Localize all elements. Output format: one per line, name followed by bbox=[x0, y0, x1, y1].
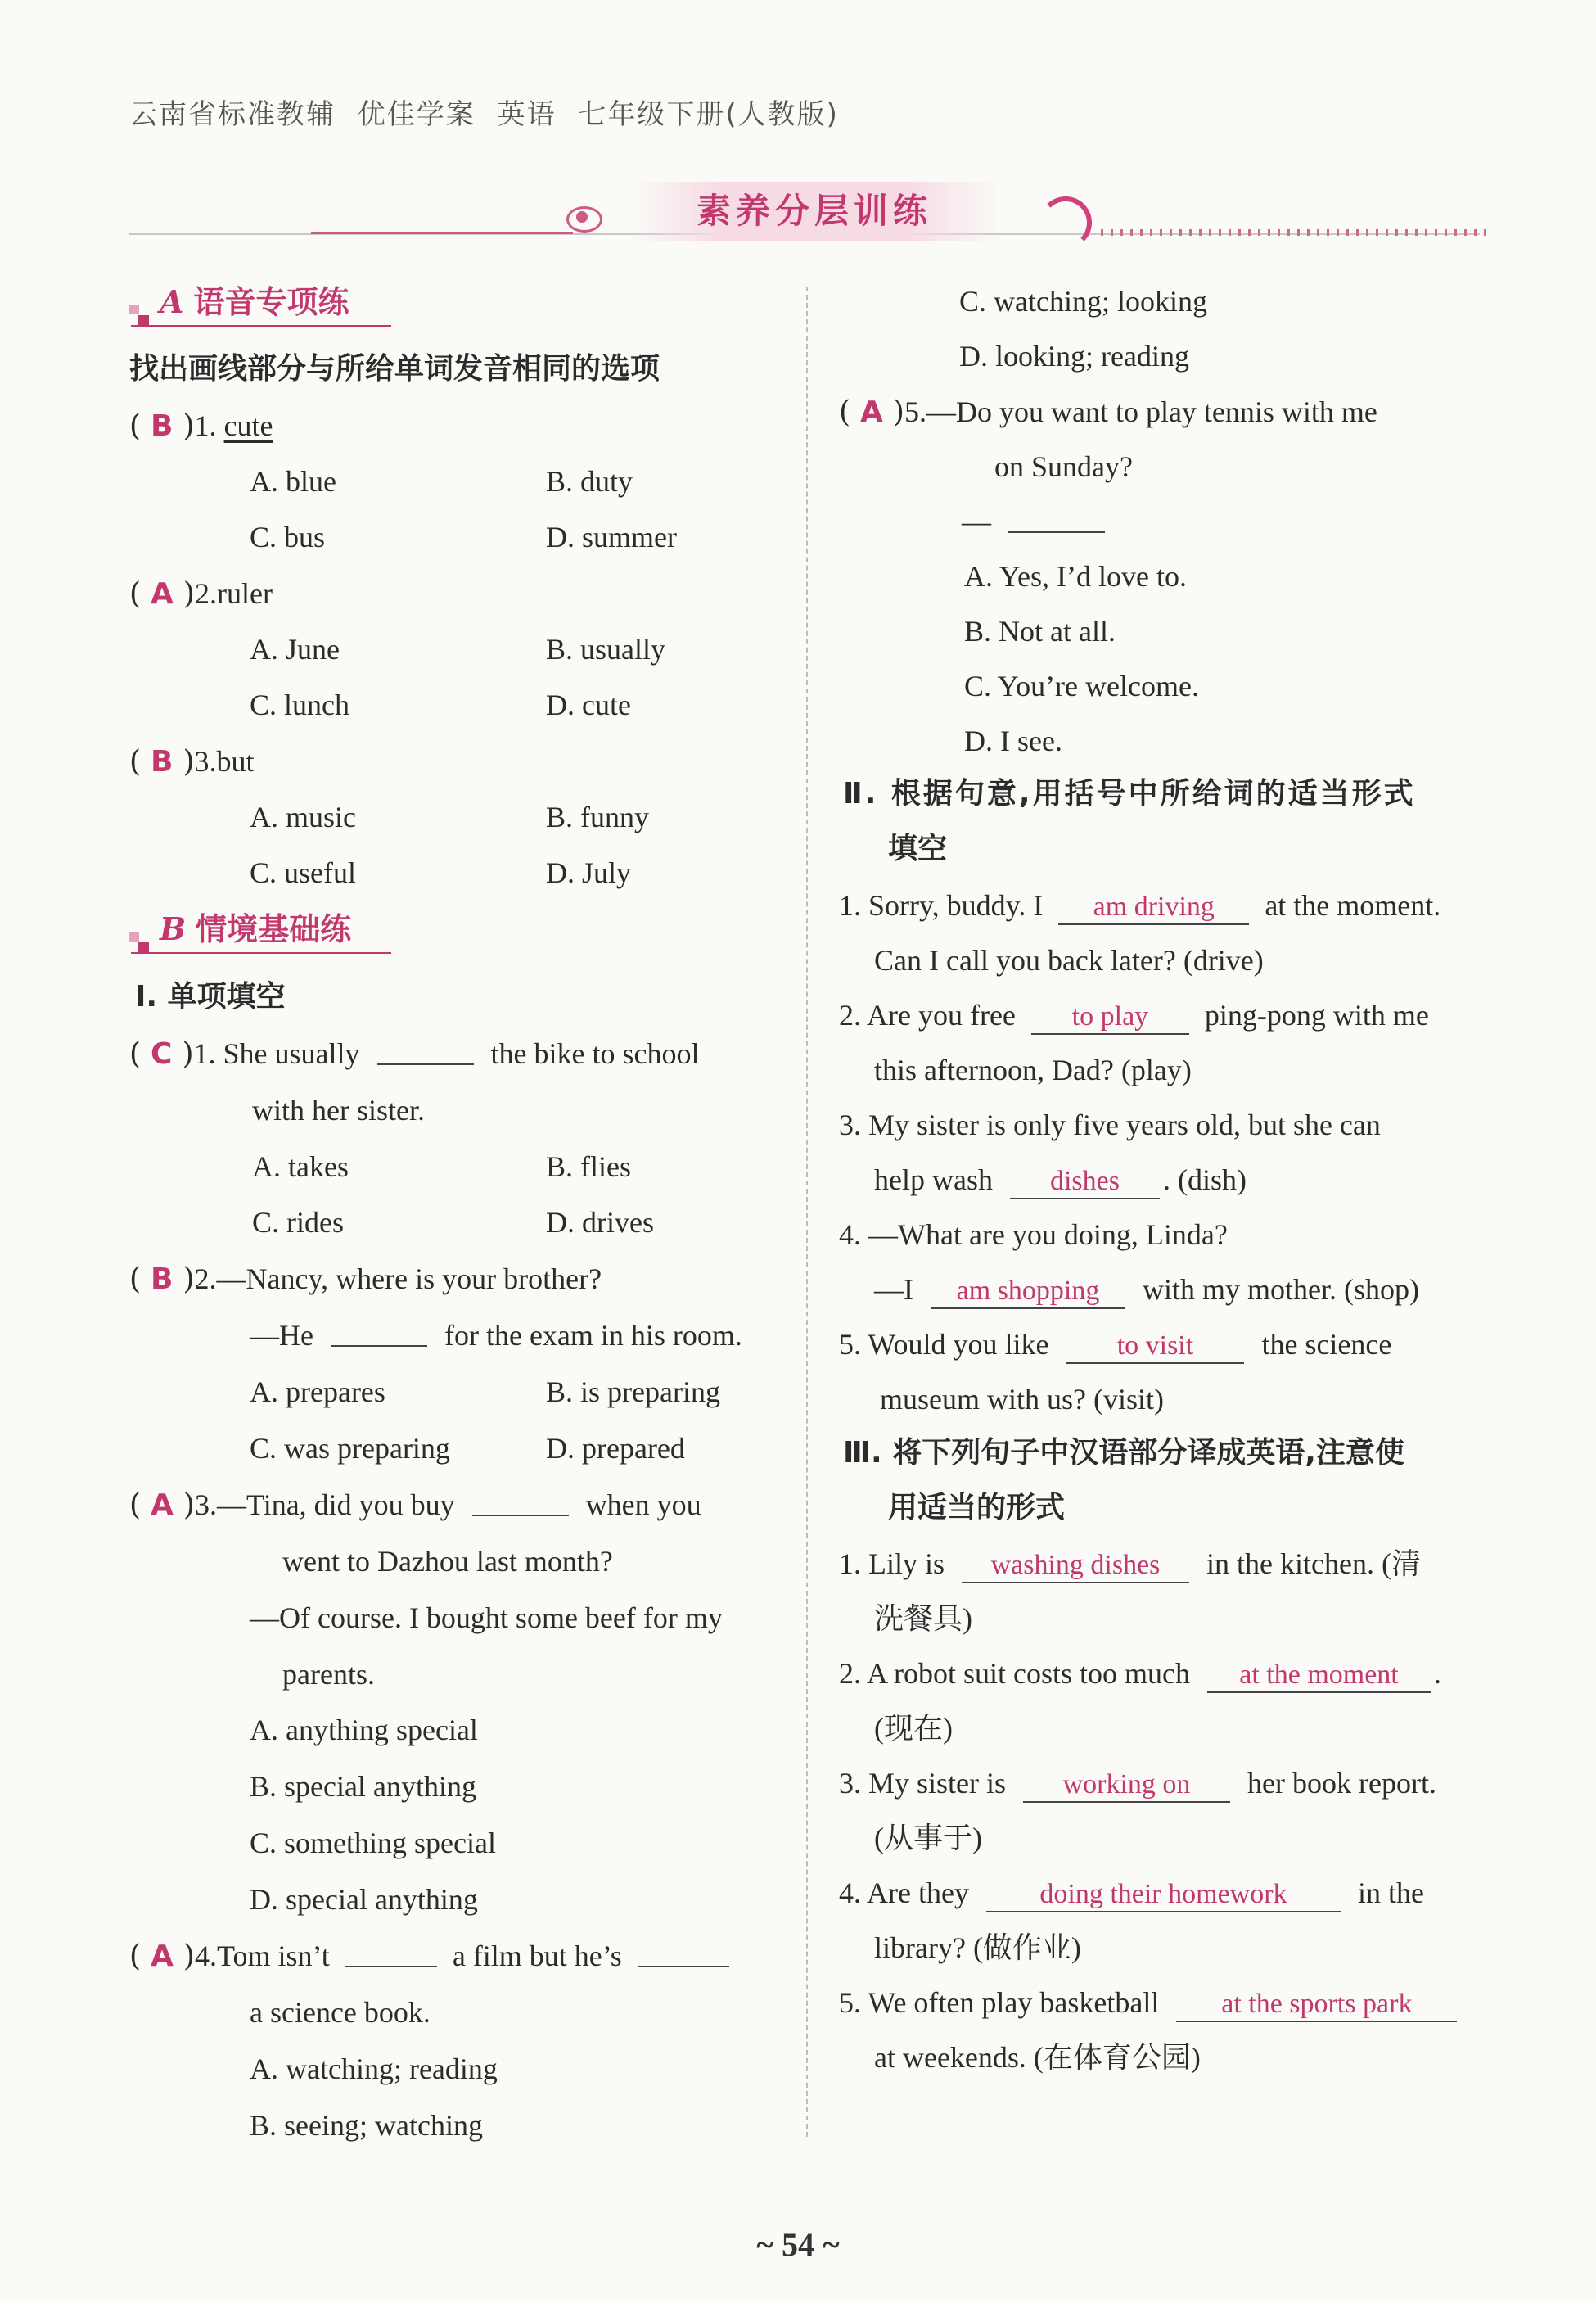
answer-fill: doing their homework bbox=[986, 1878, 1341, 1912]
part3-title: Ⅲ. 将下列句子中汉语部分译成英语,注意使 bbox=[843, 1436, 1404, 1470]
question-line: this afternoon, Dad? (play) bbox=[874, 1054, 1192, 1086]
option: C. bus bbox=[250, 521, 326, 553]
question-line: parents. bbox=[282, 1658, 375, 1691]
dotted-decoration bbox=[1101, 229, 1486, 236]
question-line: went to Dazhou last month? bbox=[282, 1545, 613, 1578]
option: C. something special bbox=[250, 1827, 496, 1859]
part3-item-3: 3. My sister is working on her book report. bbox=[839, 1764, 1436, 1803]
option: A. Yes, I’d love to. bbox=[964, 560, 1188, 593]
section-a-instruction: 找出画线部分与所给单词发音相同的选项 bbox=[129, 352, 660, 386]
question-line: Can I call you back later? (drive) bbox=[874, 944, 1264, 977]
option: D. cute bbox=[546, 689, 631, 721]
option: B. usually bbox=[546, 633, 666, 666]
question-a2: ( A )2.ruler bbox=[129, 577, 273, 611]
option: B. Not at all. bbox=[964, 615, 1116, 648]
answer-fill: working on bbox=[1023, 1768, 1230, 1803]
option: A. takes bbox=[252, 1150, 349, 1183]
part3-item-4: 4. Are they doing their homework in the bbox=[839, 1874, 1424, 1912]
option: A. June bbox=[250, 633, 340, 666]
option: B. flies bbox=[546, 1150, 631, 1183]
option: A. prepares bbox=[250, 1375, 385, 1408]
swirl-decoration-icon bbox=[1039, 196, 1092, 249]
banner-accent-rule bbox=[311, 232, 573, 234]
question-line: museum with us? (visit) bbox=[880, 1383, 1164, 1416]
question-line: library? (做作业) bbox=[874, 1931, 1081, 1964]
answer-fill: dishes bbox=[1010, 1165, 1160, 1199]
part2-item-3: 3. My sister is only five years old, but she can bbox=[839, 1109, 1381, 1141]
question-b3: ( A )3.—Tina, did you buy when you bbox=[129, 1488, 701, 1522]
question-b1: ( C )1. She usually the bike to school bbox=[129, 1037, 700, 1071]
part3-item-5: 5. We often play basketball at the sports park bbox=[839, 1984, 1457, 2022]
option: B. funny bbox=[546, 801, 649, 833]
question-line: at weekends. (在体育公园) bbox=[874, 2041, 1201, 2074]
part2-item-2: 2. Are you free to play ping-pong with me bbox=[839, 996, 1429, 1035]
option: C. watching; looking bbox=[959, 285, 1207, 318]
part1-title: Ⅰ. 单项填空 bbox=[135, 980, 286, 1014]
part3-title-cont: 用适当的形式 bbox=[888, 1491, 1066, 1524]
question-a3: ( B )3.but bbox=[129, 745, 255, 779]
section-b-underline bbox=[131, 952, 391, 954]
question-b5: ( A )5.—Do you want to play tennis with me bbox=[839, 395, 1377, 429]
question-line: 洗餐具) bbox=[874, 1602, 972, 1635]
answer-fill: at the sports park bbox=[1176, 1988, 1457, 2022]
section-b-icon bbox=[129, 932, 139, 942]
part2-item-5: 5. Would you like to visit the science bbox=[839, 1325, 1391, 1364]
question-a1: ( B )1. cute bbox=[129, 409, 273, 443]
question-line: —I am shopping with my mother. (shop) bbox=[874, 1271, 1419, 1309]
option: D. prepared bbox=[546, 1432, 685, 1465]
running-header: 云南省标准教辅 优佳学案 英语 七年级下册(人教版) bbox=[129, 98, 839, 131]
question-b2: ( B )2.—Nancy, where is your brother? bbox=[129, 1262, 602, 1296]
option: B. special anything bbox=[250, 1770, 476, 1803]
question-line: a science book. bbox=[250, 1996, 431, 2029]
question-line: —He for the exam in his room. bbox=[250, 1319, 742, 1352]
option: B. seeing; watching bbox=[250, 2109, 483, 2142]
part2-title: Ⅱ. 根据句意,用括号中所给词的适当形式 bbox=[843, 777, 1416, 811]
option: D. special anything bbox=[250, 1883, 478, 1916]
option: A. watching; reading bbox=[250, 2052, 498, 2085]
question-line: — bbox=[962, 503, 1105, 540]
option: D. I see. bbox=[964, 725, 1062, 757]
option: C. rides bbox=[252, 1206, 344, 1239]
section-a-underline bbox=[131, 325, 391, 327]
option: C. lunch bbox=[250, 689, 349, 721]
question-b4: ( A )4.Tom isn’t a film but he’s bbox=[129, 1937, 729, 1976]
target-word: cute bbox=[223, 409, 273, 442]
option: D. summer bbox=[546, 521, 677, 553]
option: B. is preparing bbox=[546, 1375, 720, 1408]
part2-item-1: 1. Sorry, buddy. I am driving at the moment. bbox=[839, 887, 1440, 925]
option: A. blue bbox=[250, 465, 336, 498]
question-line: on Sunday? bbox=[994, 450, 1133, 483]
option: D. looking; reading bbox=[959, 340, 1189, 373]
page-number: ~ 54 ~ bbox=[756, 2226, 840, 2263]
option: A. music bbox=[250, 801, 356, 833]
answer-fill: at the moment bbox=[1207, 1659, 1431, 1693]
option: D. drives bbox=[546, 1206, 654, 1239]
answer-fill: am shopping bbox=[931, 1275, 1125, 1309]
answer-fill: to visit bbox=[1066, 1330, 1244, 1364]
column-divider bbox=[806, 287, 808, 2137]
answer-fill: washing dishes bbox=[962, 1549, 1189, 1583]
part3-item-2: 2. A robot suit costs too much at the moment . bbox=[839, 1655, 1441, 1693]
option: C. You’re welcome. bbox=[964, 670, 1199, 702]
option: C. was preparing bbox=[250, 1432, 450, 1465]
section-a-icon bbox=[129, 305, 139, 314]
option: B. duty bbox=[546, 465, 633, 498]
question-line: (现在) bbox=[874, 1712, 953, 1745]
part2-item-4: 4. —What are you doing, Linda? bbox=[839, 1218, 1228, 1251]
question-line: help wash dishes . (dish) bbox=[874, 1161, 1247, 1199]
section-b-heading: B 情境基础练 bbox=[160, 910, 352, 947]
part2-title-cont: 填空 bbox=[888, 832, 948, 865]
banner-title: 素养分层训练 bbox=[630, 182, 999, 241]
eye-pupil-icon bbox=[576, 211, 588, 223]
option: C. useful bbox=[250, 856, 356, 889]
option: A. anything special bbox=[250, 1714, 478, 1746]
answer-fill: am driving bbox=[1058, 891, 1249, 925]
question-line: with her sister. bbox=[252, 1094, 425, 1127]
question-line: —Of course. I bought some beef for my bbox=[250, 1601, 723, 1634]
part3-item-1: 1. Lily is washing dishes in the kitchen. (清 bbox=[839, 1545, 1421, 1583]
option: D. July bbox=[546, 856, 632, 889]
answer-fill: to play bbox=[1031, 1000, 1189, 1035]
question-line: (从事于) bbox=[874, 1822, 982, 1854]
section-a-heading: A 语音专项练 bbox=[160, 283, 349, 320]
